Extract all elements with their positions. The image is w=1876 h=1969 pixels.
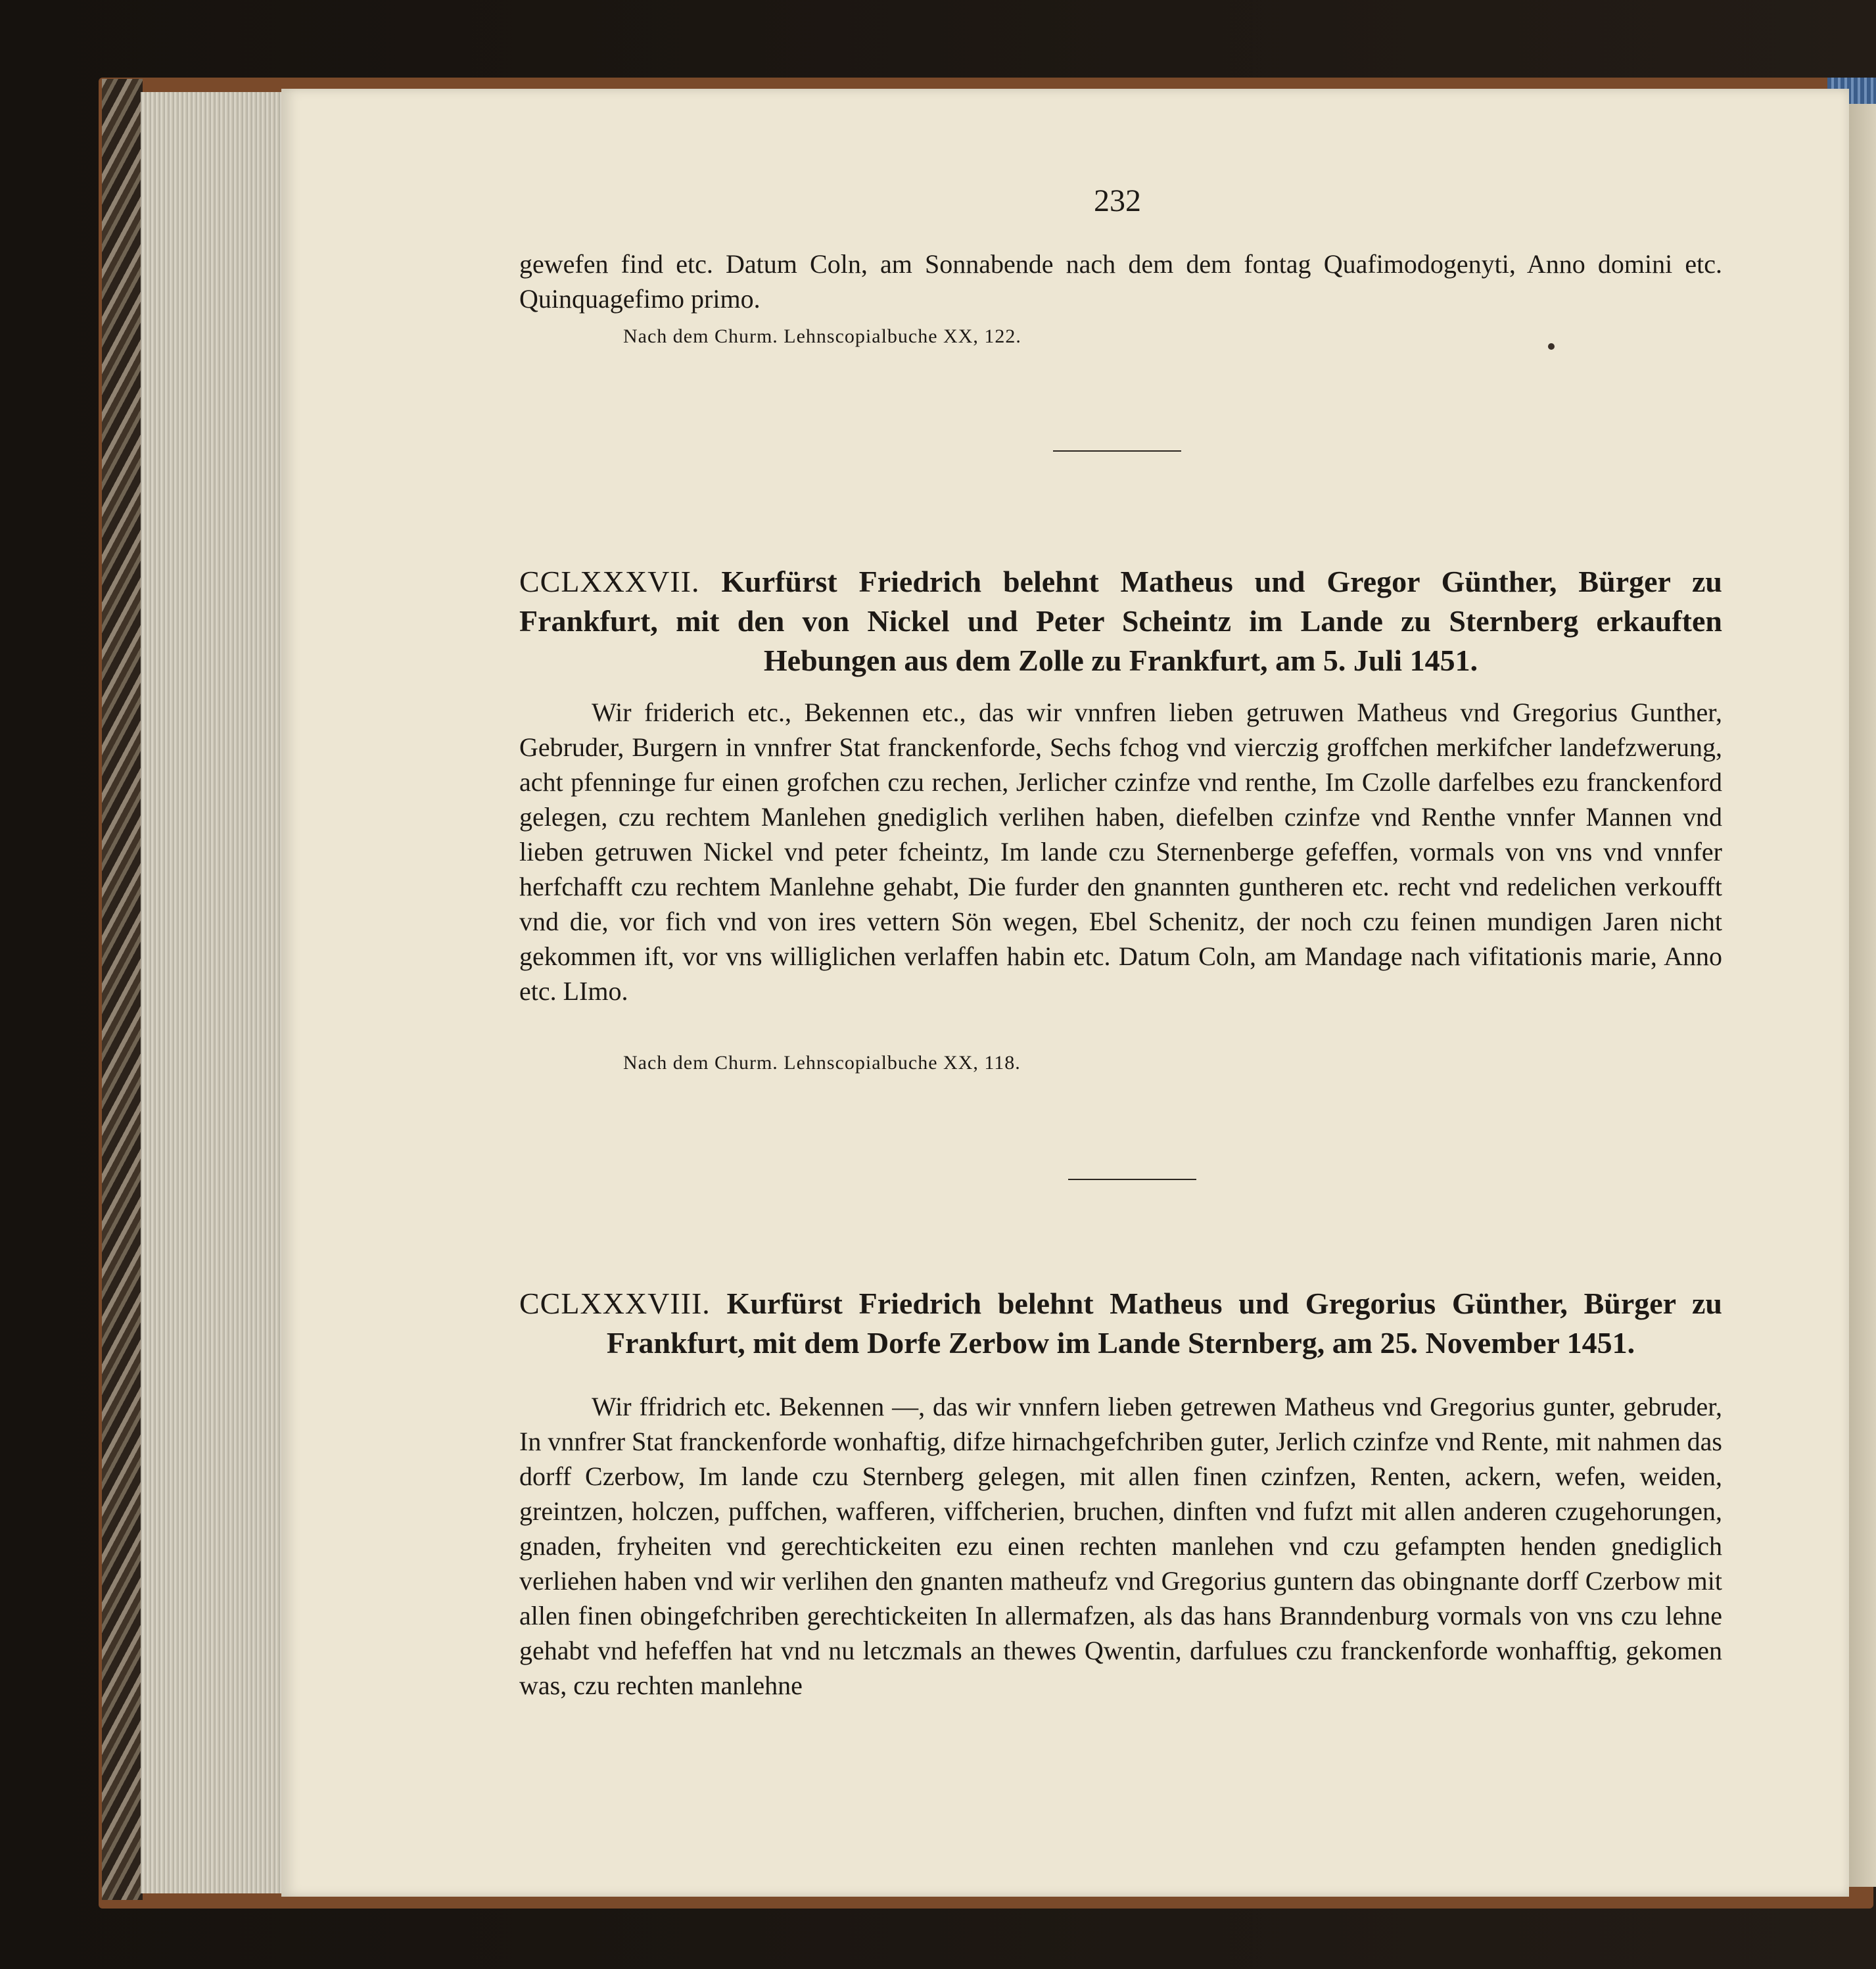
section-number: CCLXXXVII. bbox=[519, 565, 700, 598]
section-divider bbox=[1068, 1179, 1196, 1180]
document-text: Wir ffridrich etc. Bekennen —, das wir vnnfern lieben getrewen Matheus vnd Gregorius gunter, gebruder, In vnnfrer Stat franckenforde wonhaftig, difze hirnachgefchriben guter, Jerlich czinfze vnd Rente, mit nahmen das dorff Czerbow, Im lande czu Sternberg gelegen, mit allen finen czinfzen, Renten, ackern, wefen, weiden, greintzen, holczen, puffchen, wafferen, viffcherien, bruchen, dinften vnd fufzt mit allen anderen czugehorungen, gnaden, fryheiten vnd gerechtickeiten ezu einen rechten manlehen vnd czu gefampten henden gnediglich verliehen haben vnd wir verlihen den gnanten matheufz vnd Gregorius guntern das obingnante dorff Czerbow mit allen finen obingefchriben gerechtickeiten In allermafzen, als das hans Branndenburg vormals von vns czu lehne gehabt vnd hefeffen hat vnd nu letczmals an thewes Qwentin, darfulues czu franckenforde wonhafftig, gekomen was, czu rechten manlehne bbox=[519, 1392, 1722, 1700]
section-number: CCLXXXVIII. bbox=[519, 1287, 711, 1320]
continued-paragraph bbox=[519, 247, 1722, 316]
source-note-122: Nach dem Churm. Lehnscopialbuche XX, 122. bbox=[623, 325, 1021, 347]
page-number: 232 bbox=[1094, 183, 1141, 218]
section-heading-288 bbox=[519, 1284, 1722, 1363]
document-text: Wir friderich etc., Bekennen etc., das wir vnnfren lieben getruwen Matheus vnd Gregorius Gunther, Gebruder, Burgern in vnnfrer Stat franckenforde, Sechs fchog vnd vierczig groffchen merkifcher landefzwerung, acht pfenninge fur einen grofchen czu rechen, Jerlicher czinfze vnd renthe, Im Czolle darfelbes ezu franckenford gelegen, czu rechtem Manlehen gnediglich verlihen haben, diefelben czinfze vnd Renthe vnnfer Mannen vnd lieben getruwen Nickel vnd peter fcheintz, Im lande czu Sternenberge gefeffen, vormals von vns vnd vnnfer herfchafft czu rechtem Manlehne gehabt, Die furder den gnannten guntheren etc. recht vnd redelichen verkoufft vnd die, vor fich vnd von ires vettern Sön wegen, Ebel Schenitz, der noch czu feinen mundigen Jaren nicht gekommen ift, vor vns williglichen verlaffen habin etc. Datum Coln, am Mandage nach vifitationis marie, Anno etc. LImo. bbox=[519, 698, 1722, 1006]
section-body-287 bbox=[519, 695, 1722, 1008]
ink-speck bbox=[1548, 343, 1555, 350]
source-note-118: Nach dem Churm. Lehnscopialbuche XX, 118. bbox=[623, 1052, 1021, 1074]
section-divider bbox=[1053, 450, 1181, 452]
section-heading-287 bbox=[519, 562, 1722, 680]
section-title: Kurfürst Friedrich belehnt Matheus und Gregor Günther, Bürger zu Frankfurt, mit den von Nickel und Peter Scheintz im Lande zu Sternberg erkauften Hebungen aus dem Zolle zu Frankfurt, am 5. Juli 1451. bbox=[519, 565, 1723, 677]
section-body-288 bbox=[519, 1389, 1722, 1703]
section-title: Kurfürst Friedrich belehnt Matheus und Gregorius Günther, Bürger zu Frankfurt, mit dem Dorfe Zerbow im Lande Sternberg, am 25. November 1451. bbox=[606, 1287, 1723, 1360]
continued-text: gewefen find etc. Datum Coln, am Sonnabende nach dem dem fontag Quafimodogenyti, Anno domini etc. Quinquagefimo primo. bbox=[519, 249, 1722, 314]
page-block-edges bbox=[141, 92, 282, 1893]
marbled-endpaper bbox=[102, 79, 143, 1900]
